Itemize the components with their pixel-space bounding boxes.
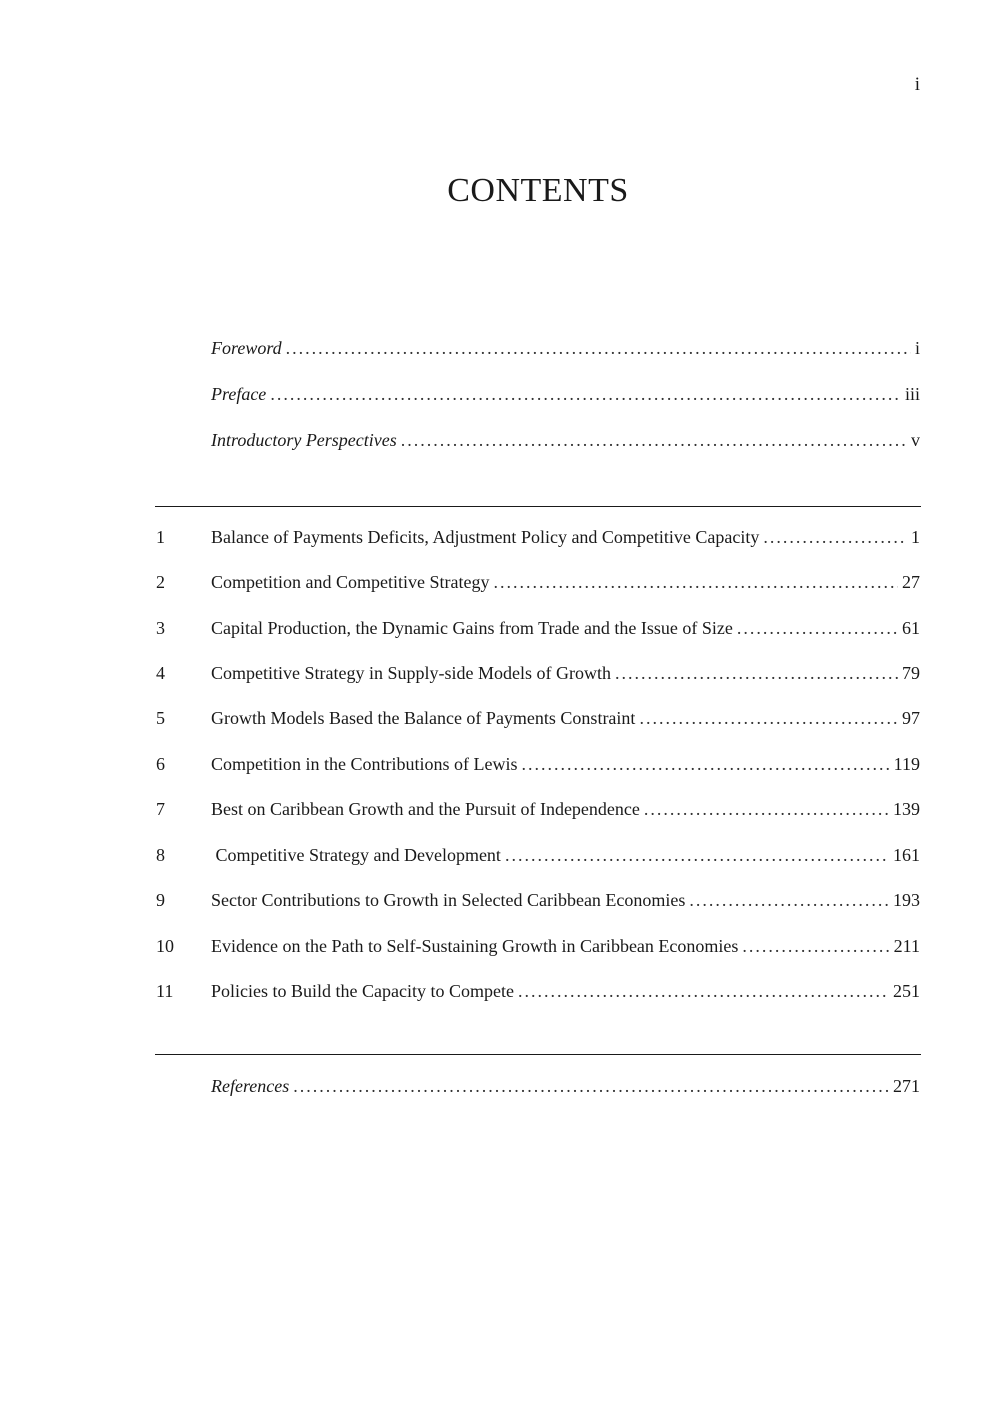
chapter-page: 27 (902, 572, 920, 592)
dot-leader (293, 1076, 889, 1097)
toc-page: iii (904, 384, 920, 404)
chapter-title: Policies to Build the Capacity to Compete (211, 981, 514, 1001)
toc-entry-chapter-7[interactable] (156, 799, 920, 829)
chapter-number: 1 (156, 527, 165, 547)
toc-title: Foreword (211, 338, 282, 358)
chapter-page: 61 (902, 618, 920, 638)
chapter-title: Competitive Strategy in Supply-side Models of Growth (211, 663, 611, 683)
dot-leader (286, 338, 911, 359)
toc-entry-chapter-6[interactable] (156, 754, 920, 784)
toc-title: Preface (211, 384, 267, 404)
toc-entry-chapter-11[interactable] (156, 981, 920, 1011)
toc-title: References (211, 1076, 290, 1096)
toc-entry-foreword[interactable] (156, 338, 920, 368)
chapter-number: 5 (156, 708, 165, 728)
chapter-title: Sector Contributions to Growth in Selected Caribbean Economies (211, 890, 686, 910)
dot-leader (644, 799, 889, 820)
toc-entry-chapter-4[interactable] (156, 663, 920, 693)
dot-leader (270, 384, 901, 405)
chapter-page: 211 (893, 936, 920, 956)
chapter-title: Competitive Strategy and Development (211, 845, 501, 865)
chapter-title: Best on Caribbean Growth and the Pursuit of Independence (211, 799, 640, 819)
chapter-number: 3 (156, 618, 165, 638)
chapter-page: 161 (893, 845, 920, 865)
chapter-page: 1 (911, 527, 920, 547)
chapter-title: Evidence on the Path to Self-Sustaining Growth in Caribbean Economies (211, 936, 739, 956)
toc-page: 271 (893, 1076, 920, 1096)
dot-leader (401, 430, 907, 451)
toc-entry-preface[interactable] (156, 384, 920, 414)
chapter-page: 139 (893, 799, 920, 819)
toc-entry-chapter-9[interactable] (156, 890, 920, 920)
chapter-number: 6 (156, 754, 165, 774)
dot-leader (742, 936, 889, 957)
chapter-page: 79 (902, 663, 920, 683)
dot-leader (689, 890, 889, 911)
toc-page: v (911, 430, 920, 450)
chapter-page: 119 (893, 754, 920, 774)
dot-leader (615, 663, 898, 684)
chapter-number: 9 (156, 890, 165, 910)
chapter-page: 193 (893, 890, 920, 910)
toc-entry-chapter-3[interactable] (156, 618, 920, 648)
toc-entry-introductory-perspectives[interactable] (156, 430, 920, 460)
dot-leader (639, 708, 898, 729)
chapter-title: Competition and Competitive Strategy (211, 572, 490, 592)
toc-entry-chapter-5[interactable] (156, 708, 920, 738)
dot-leader (493, 572, 898, 593)
chapter-page: 97 (902, 708, 920, 728)
chapter-page: 251 (893, 981, 920, 1001)
dot-leader (518, 981, 889, 1002)
chapter-title: Balance of Payments Deficits, Adjustment Policy and Competitive Capacity (211, 527, 760, 547)
toc-entry-references[interactable] (156, 1076, 920, 1106)
toc-title: Introductory Perspectives (211, 430, 397, 450)
page-title: CONTENTS (447, 172, 629, 209)
toc-entry-chapter-10[interactable] (156, 936, 920, 966)
page-number: i (914, 74, 920, 95)
dot-leader (763, 527, 907, 548)
chapter-title: Growth Models Based the Balance of Payments Constraint (211, 708, 636, 728)
dot-leader (737, 618, 898, 639)
chapter-number: 11 (156, 981, 174, 1001)
toc-page: i (914, 338, 920, 358)
chapter-number: 4 (156, 663, 165, 683)
divider (155, 506, 921, 507)
chapter-number: 7 (156, 799, 165, 819)
toc-entry-chapter-8[interactable] (156, 845, 920, 875)
chapter-title: Capital Production, the Dynamic Gains from Trade and the Issue of Size (211, 618, 733, 638)
chapter-title: Competition in the Contributions of Lewis (211, 754, 518, 774)
chapter-number: 10 (156, 936, 174, 956)
chapter-number: 2 (156, 572, 165, 592)
divider (155, 1054, 921, 1055)
chapter-number: 8 (156, 845, 165, 865)
toc-entry-chapter-1[interactable] (156, 527, 920, 557)
dot-leader (521, 754, 889, 775)
dot-leader (505, 845, 889, 866)
toc-entry-chapter-2[interactable] (156, 572, 920, 602)
